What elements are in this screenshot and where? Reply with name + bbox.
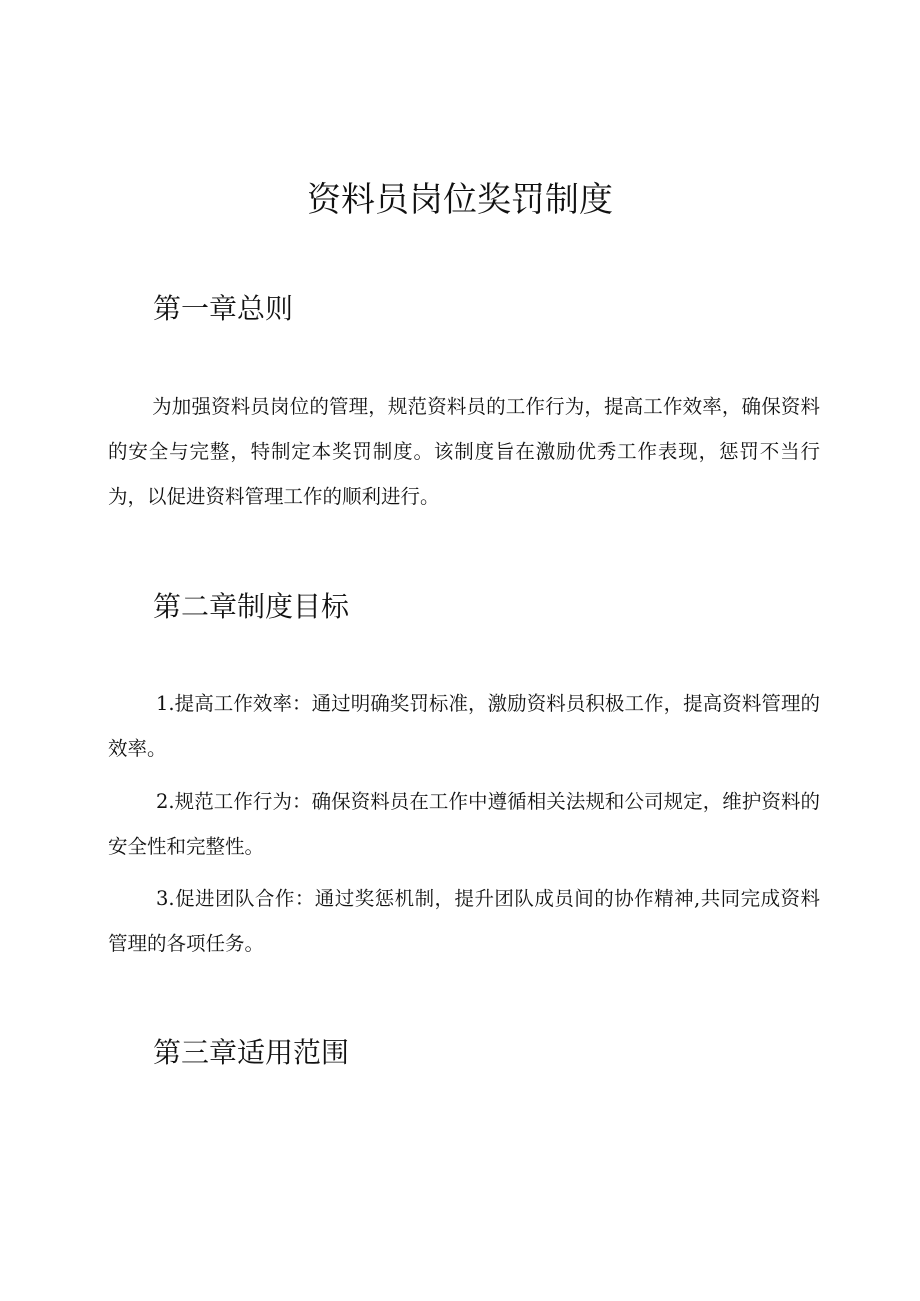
item-number: 1 (156, 692, 169, 715)
item-text: .提高工作效率：通过明确奖罚标准，激励资料员积极工作，提高资料管理的效率。 (108, 692, 820, 760)
item-text: .促进团队合作：通过奖惩机制，提升团队成员间的协作精神,共同完成资料管理的各项任务。 (108, 887, 820, 955)
chapter-3-heading: 第三章适用范围 (153, 1036, 350, 1069)
chapter-1-heading: 第一章总则 (153, 292, 294, 325)
chapter-2-item-2 (108, 779, 820, 869)
chapter-2-heading: 第二章制度目标 (153, 590, 350, 623)
item-text: .规范工作行为：确保资料员在工作中遵循相关法规和公司规定，维护资料的安全性和完整性。 (108, 790, 820, 858)
chapter-1-paragraph-text: 为加强资料员岗位的管理，规范资料员的工作行为，提高工作效率，确保资料的安全与完整，特制定本奖罚制度。该制度旨在激励优秀工作表现，惩罚不当行为，以促进资料管理工作的顺利进行。 (108, 395, 820, 508)
document-title: 资料员岗位奖罚制度 (307, 180, 613, 220)
chapter-2-item-3 (108, 876, 820, 966)
chapter-1-paragraph (108, 384, 820, 519)
chapter-2-item-1 (108, 681, 820, 771)
item-number: 3 (156, 887, 169, 910)
item-number: 2 (156, 790, 169, 813)
